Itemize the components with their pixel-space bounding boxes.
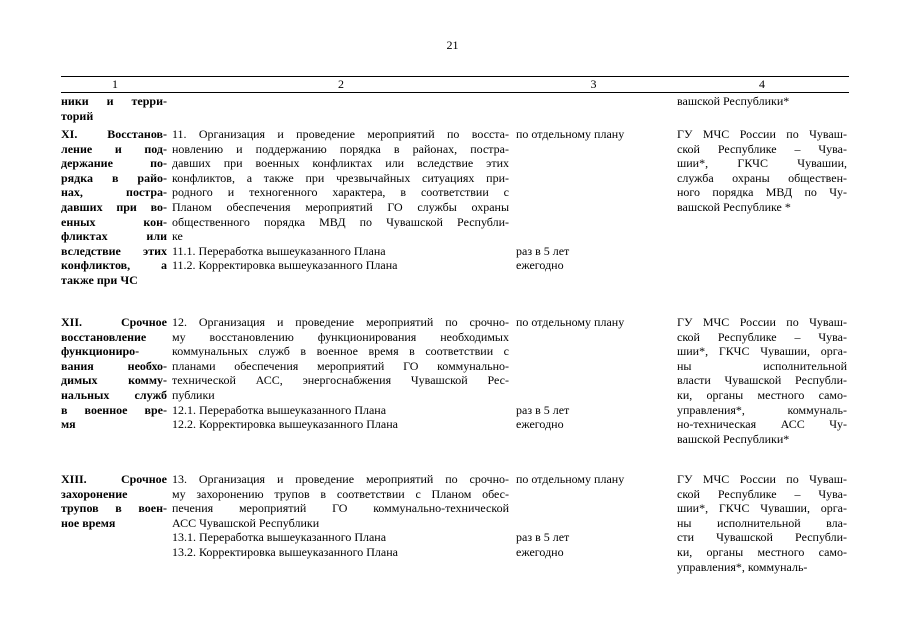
section-xii-title: XII. Срочное восстановление функциониро- вания необхо- димых комму- нальных служб в военное вре- мя [61, 315, 167, 432]
section-xii-responsible: ГУ МЧС России по Чуваш- ской Республике – Чува- шии*, ГКЧС Чувашии, орга- ны исполнительной власти Чувашской Республи- ки, органы местного само- управления*, коммуналь- но-техническая АСС Чу- вашской Республики* [677, 315, 847, 446]
continuation-col4: вашской Республики* [677, 94, 790, 108]
section-xii-description: 12. Организация и проведение мероприятий по срочно- му восстановлению функционирования необходимых коммунальных служб в военное время в соответствии с планами обеспечения мероприятий ГО коммунально- технической АСС, энергоснабжения Чувашской Рес- публики 12.1. Переработка вышеуказанного Плана 12.2. Корректировка вышеуказанного Плана [172, 315, 509, 432]
section-xiii-title: XIII. Срочное захоронение трупов в воен- ное время [61, 472, 167, 530]
table-header-rule [61, 92, 849, 93]
section-xiii-deadline: по отдельному плану раз в 5 лет ежегодно [516, 472, 625, 559]
continuation-col1: ники и терри- торий [61, 94, 167, 123]
section-xii-deadline: по отдельному плану раз в 5 лет ежегодно [516, 315, 625, 432]
section-xiii-description: 13. Организация и проведение мероприятий по срочно- му захоронению трупов в соответствии с Планом обес- печения мероприятий ГО коммунально-технической АСС Чувашской Республики 13.1. Переработка вышеуказанного Плана 13.2. Корректировка вышеуказанного Плана [172, 472, 509, 559]
column-number-3: 3 [590, 77, 597, 91]
column-number-1: 1 [112, 77, 118, 91]
page-number: 21 [446, 38, 459, 52]
section-xi-responsible: ГУ МЧС России по Чуваш- ской Республике – Чува- шии*, ГКЧС Чувашии, служба охраны обществен- ного порядка МВД по Чу- вашской Республике * [677, 127, 847, 214]
column-number-4: 4 [759, 77, 765, 91]
section-xi-description: 11. Организация и проведение мероприятий по восста- новлению и поддержанию порядка в районах, постра- давших при военных конфликтах или вследствие этих конфликтов, а также при чрезвычайных ситуациях при- родного и техногенного характера, в соответствии с Планом обеспечения мероприятий ГО службы охраны общественного порядка МВД по Чувашской Республи- ке 11.1. Переработка вышеуказанного Плана 11.2. Корректировка вышеуказанного Плана [172, 127, 509, 273]
section-xi-deadline: по отдельному плану раз в 5 лет ежегодно [516, 127, 625, 273]
section-xi-title: XI. Восстанов- ление и под- держание по- рядка в райо- нах, постра- давших при во- енных кон- фликтах или вследствие этих конфликтов, а также при ЧС [61, 127, 167, 287]
section-xiii-responsible: ГУ МЧС России по Чуваш- ской Республике – Чува- шии*, ГКЧС Чувашии, орга- ны исполнительной вла- сти Чувашской Республи- ки, органы местного само- управления*, коммуналь- [677, 472, 847, 574]
column-number-2: 2 [338, 77, 344, 91]
